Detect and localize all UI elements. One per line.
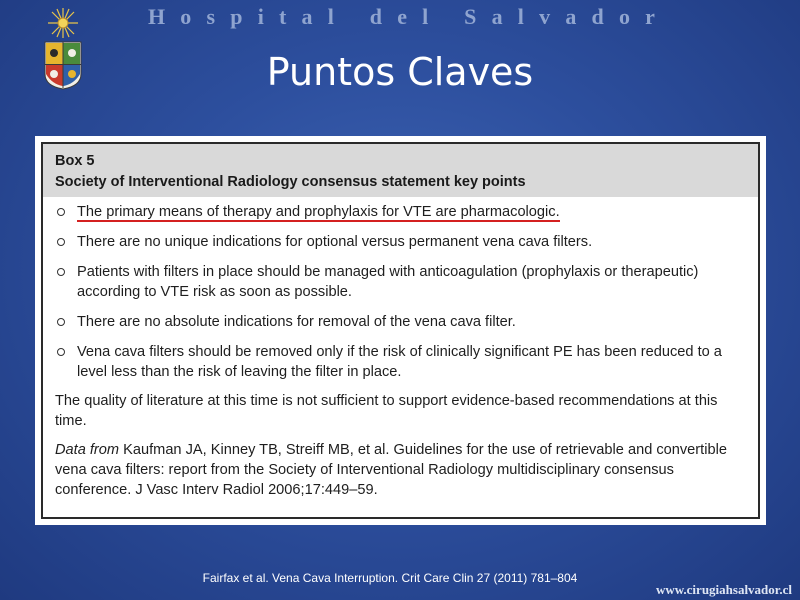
footer-website: www.cirugiahsalvador.cl <box>655 582 792 597</box>
source-text: Kaufman JA, Kinney TB, Streiff MB, et al. Guidelines for the use of retrievable and convertible vena cava filters: report from the Society of Interventional Radiology multidisciplinary consensus conference. J Vasc Interv Radiol 2006;17:449–59. <box>55 442 727 498</box>
footer-citation: Fairfax et al. Vena Cava Interruption. Crit Care Clin 27 (2011) 781–804 <box>202 571 578 585</box>
key-point <box>55 312 746 332</box>
box-heading: Society of Interventional Radiology consensus statement key points <box>55 174 526 190</box>
bullet-icon <box>57 238 65 246</box>
bullet-icon <box>57 208 65 216</box>
highlighted-point-text: The primary means of therapy and prophylaxis for VTE are pharmacologic. <box>77 204 560 220</box>
bullet-icon <box>57 268 65 276</box>
point-text: There are no absolute indications for removal of the vena cava filter. <box>77 314 516 330</box>
star-icon <box>48 8 78 38</box>
hospital-name: Hospital del Salvador <box>148 4 671 29</box>
key-points-box <box>35 136 766 525</box>
point-text: There are no unique indications for optional versus permanent vena cava filters. <box>77 234 593 250</box>
key-point <box>55 342 746 382</box>
key-points-list <box>43 197 758 382</box>
key-point <box>55 232 746 252</box>
slide-title: Puntos Claves <box>266 50 534 94</box>
source-citation <box>43 440 758 500</box>
bullet-icon <box>57 348 65 356</box>
key-point <box>55 262 746 302</box>
box-header <box>43 144 758 197</box>
box-border <box>41 142 760 519</box>
point-text: Patients with filters in place should be managed with anticoagulation (prophylaxis or therapeutic) according to VTE risk as soon as possible. <box>77 264 699 300</box>
point-text: Vena cava filters should be removed only if the risk of clinically significant PE has been reduced to a level less than the risk of leaving the filter in place. <box>77 344 722 380</box>
bullet-icon <box>57 318 65 326</box>
source-prefix: Data from <box>55 442 120 458</box>
quality-statement: The quality of literature at this time is not sufficient to support evidence-based recommendations at this time. <box>55 393 718 429</box>
box-label: Box 5 <box>55 153 95 169</box>
key-point <box>55 202 746 222</box>
